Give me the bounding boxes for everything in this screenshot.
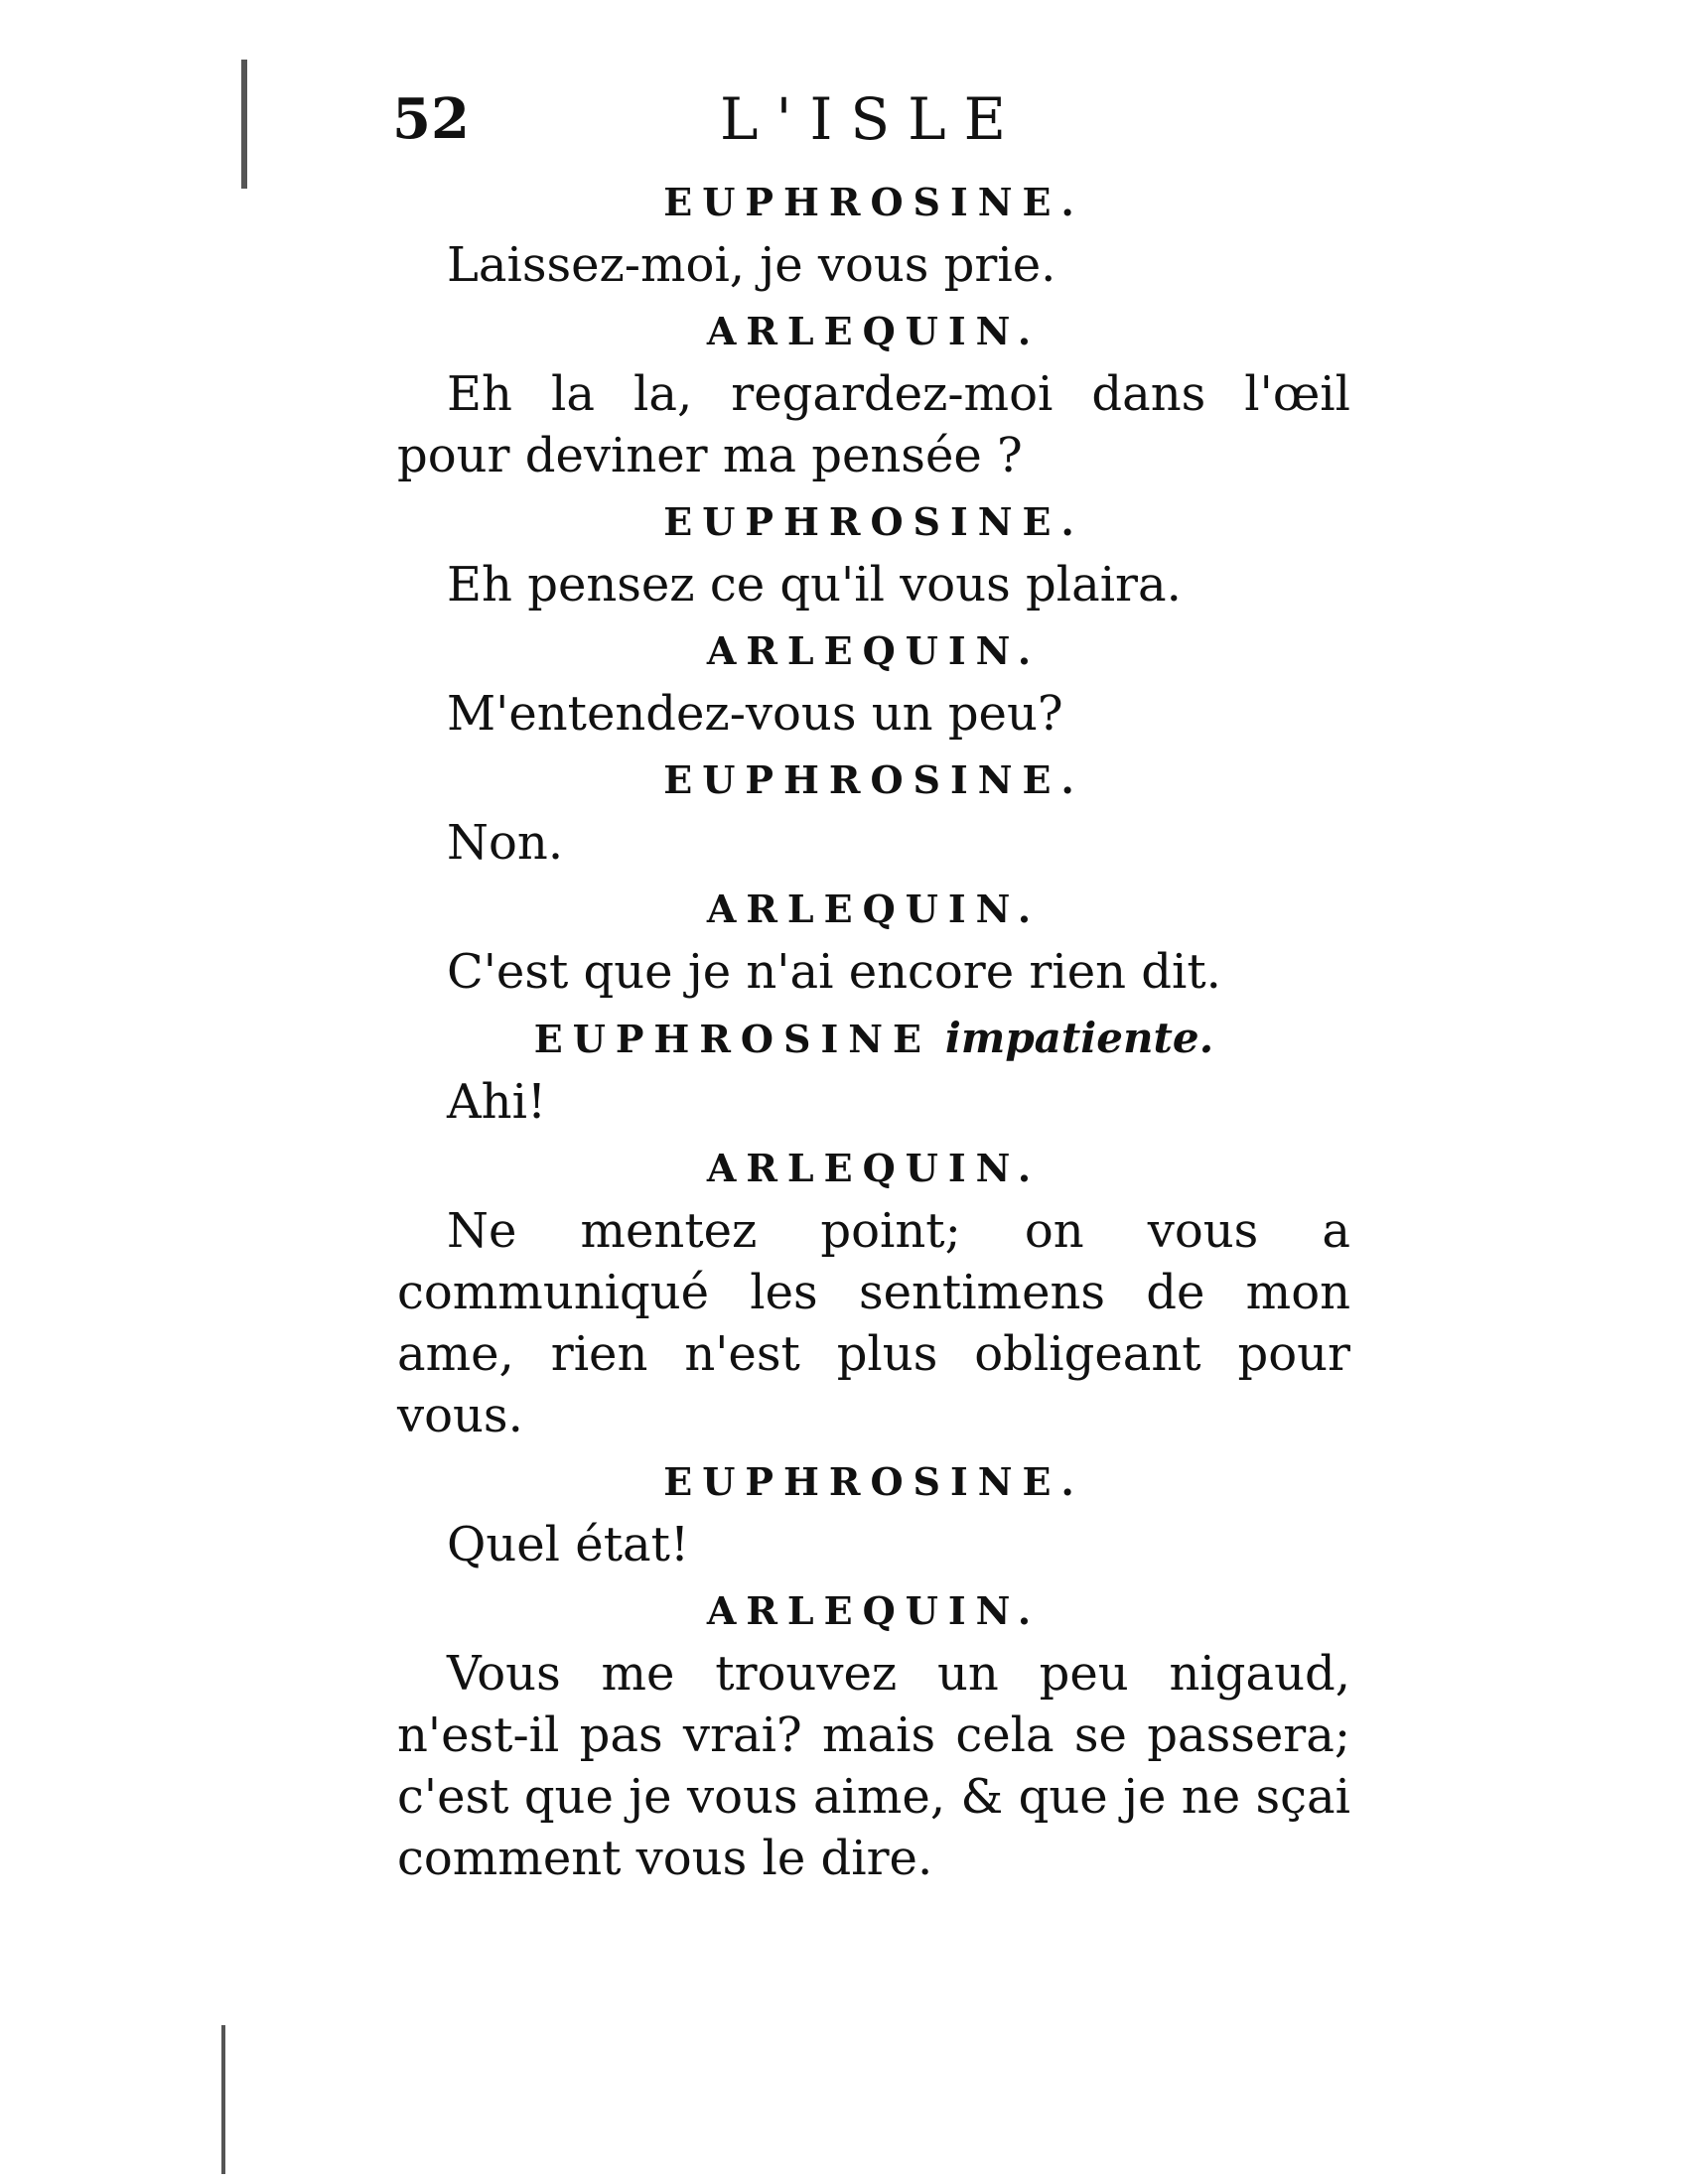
speaker-name: EUPHROSINE. xyxy=(663,1459,1084,1504)
speaker-name: EUPHROSINE. xyxy=(663,499,1084,544)
speech-line: Quel état! xyxy=(447,1517,690,1572)
binding-edge-mark-bottom xyxy=(221,2025,225,2174)
speaker-name: ARLEQUIN. xyxy=(706,887,1042,931)
page-number: 52 xyxy=(392,86,470,152)
speech-line: M'entendez-vous un peu? xyxy=(447,686,1063,742)
binding-edge-mark-top xyxy=(241,60,247,189)
speaker-name: EUPHROSINE. xyxy=(663,757,1084,802)
speaker-name: ARLEQUIN. xyxy=(706,1146,1042,1190)
speaker-name: EUPHROSINE. xyxy=(663,180,1084,224)
stage-direction: impatiente. xyxy=(944,1014,1214,1062)
speaker-name: ARLEQUIN. xyxy=(706,309,1042,353)
speaker-name: ARLEQUIN. xyxy=(706,628,1042,673)
speaker-name: EUPHROSINE impatiente. xyxy=(533,1014,1214,1062)
speech-line: Laissez-moi, je vous prie. xyxy=(447,237,1056,293)
speech-line: Vous me trouvez un peu nigaud, n'est-il pas vrai? mais cela se passera; c'est que je vous aime, & que je ne sçai comment vous le dire. xyxy=(397,1646,1350,1886)
speaker-name: ARLEQUIN. xyxy=(706,1588,1042,1633)
speech-line: C'est que je n'ai encore rien dit. xyxy=(447,944,1221,1000)
running-title: L'ISLE xyxy=(720,85,1024,153)
speech-line: Eh la la, regardez-moi dans l'œil pour deviner ma pensée ? xyxy=(397,366,1350,483)
speech-line: Non. xyxy=(447,815,564,871)
speech-line: Ne mentez point; on vous a communiqué les sentimens de mon ame, rien n'est plus obligeant pour vous. xyxy=(397,1203,1350,1443)
dialogue-block xyxy=(397,167,1350,1897)
page-header xyxy=(392,79,1365,159)
speech-line: Eh pensez ce qu'il vous plaira. xyxy=(447,557,1182,613)
speech-line: Ahi! xyxy=(447,1074,547,1130)
